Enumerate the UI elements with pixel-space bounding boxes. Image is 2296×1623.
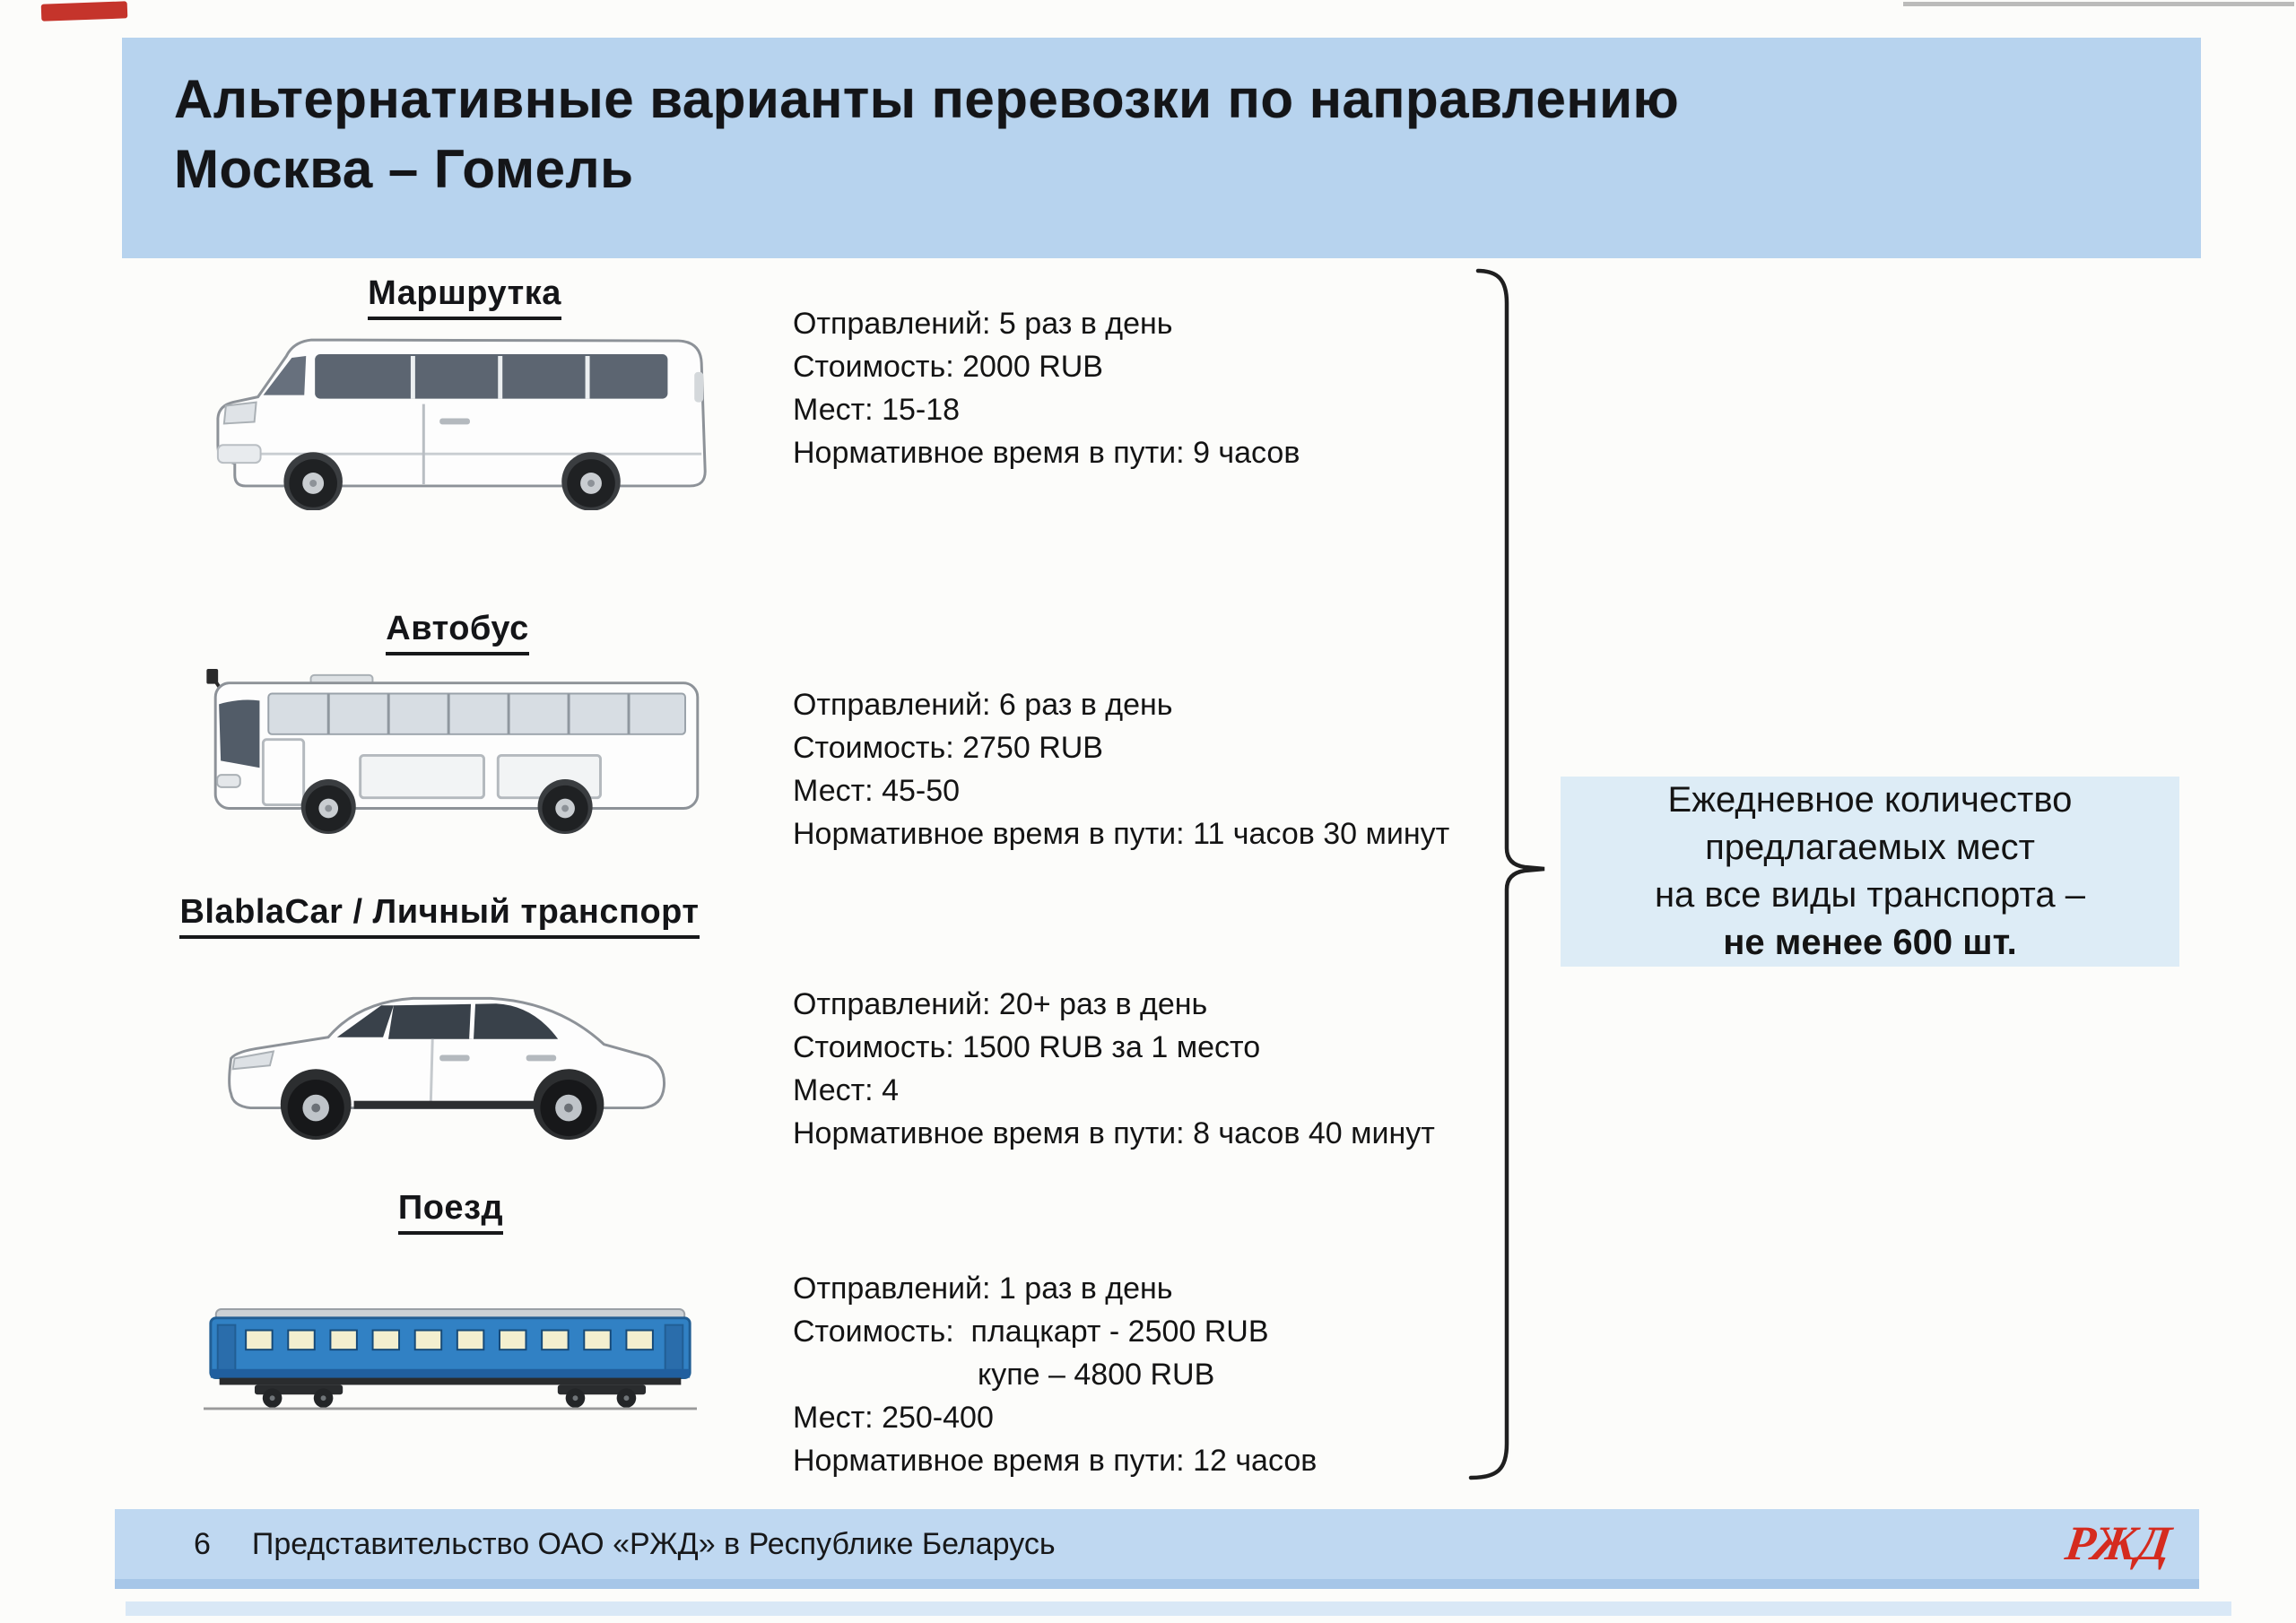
option-label-blablacar: BlablaCar / Личный транспорт — [179, 893, 699, 939]
footer-text: Представительство ОАО «РЖД» в Республике Беларусь — [251, 1526, 1056, 1561]
spec-line: Мест: 250-400 — [793, 1401, 994, 1435]
callout-line: Ежедневное количество — [1667, 780, 2073, 820]
spec-line: Мест: 4 — [793, 1073, 899, 1107]
page-title-line1: Альтернативные варианты перевозки по направлению — [174, 69, 1680, 129]
spec-line: Нормативное время в пути: 8 часов 40 минут — [793, 1116, 1435, 1150]
spec-line: Мест: 45-50 — [793, 774, 961, 808]
spec-line: Мест: 15-18 — [793, 393, 961, 427]
spec-line: Нормативное время в пути: 12 часов — [793, 1444, 1318, 1478]
minibus-icon — [206, 318, 723, 510]
callout-line: на все виды транспорта – — [1654, 875, 2086, 915]
option-heading-marshrutka — [206, 274, 723, 313]
callout-line-bold: не менее 600 шт. — [1723, 923, 2017, 962]
bus-icon — [204, 665, 709, 838]
spec-line: Отправлений: 6 раз в день — [793, 688, 1173, 722]
curly-brace — [1431, 251, 1575, 1497]
scan-artifact-gray-line — [1903, 2, 2294, 6]
spec-line: Отправлений: 20+ раз в день — [793, 987, 1208, 1021]
spec-line: Стоимость: 1500 RUB за 1 место — [793, 1030, 1261, 1064]
page-number: 6 — [194, 1526, 211, 1561]
page-title — [174, 65, 1679, 204]
spec-line: Отправлений: 5 раз в день — [793, 307, 1173, 341]
specs-avtobus — [793, 683, 1449, 855]
option-label-avtobus: Автобус — [386, 610, 528, 655]
spec-line: Стоимость: 2000 RUB — [793, 350, 1103, 384]
page-title-line2: Москва – Гомель — [174, 139, 634, 199]
rzd-logo-icon — [2057, 1515, 2210, 1574]
spec-line: Нормативное время в пути: 11 часов 30 минут — [793, 817, 1450, 851]
specs-poezd — [793, 1267, 1317, 1482]
specs-marshrutka — [793, 302, 1300, 474]
option-label-poezd: Поезд — [398, 1189, 503, 1235]
option-label-marshrutka: Маршрутка — [368, 274, 561, 320]
spec-line: Нормативное время в пути: 9 часов — [793, 436, 1300, 470]
callout-box — [1561, 777, 2179, 967]
option-heading-blablacar — [108, 893, 771, 932]
spec-line: Отправлений: 1 раз в день — [793, 1271, 1173, 1306]
train-icon — [204, 1302, 697, 1412]
bottom-accent-strip — [126, 1601, 2231, 1616]
car-icon — [208, 952, 685, 1151]
scan-artifact-red-mark — [41, 1, 128, 21]
footer-band — [115, 1509, 2199, 1589]
callout-line: предлагаемых мест — [1705, 828, 2035, 867]
title-bar — [122, 38, 2201, 258]
option-heading-poezd — [202, 1189, 700, 1228]
svg-text:РЖД: РЖД — [2062, 1516, 2175, 1570]
specs-blablacar — [793, 983, 1435, 1155]
footer-content — [194, 1509, 1056, 1579]
spec-line: Стоимость: плацкарт - 2500 RUB — [793, 1315, 1269, 1349]
option-heading-avtobus — [202, 610, 713, 648]
spec-line: купе – 4800 RUB — [978, 1358, 1215, 1392]
spec-line: Стоимость: 2750 RUB — [793, 731, 1103, 765]
